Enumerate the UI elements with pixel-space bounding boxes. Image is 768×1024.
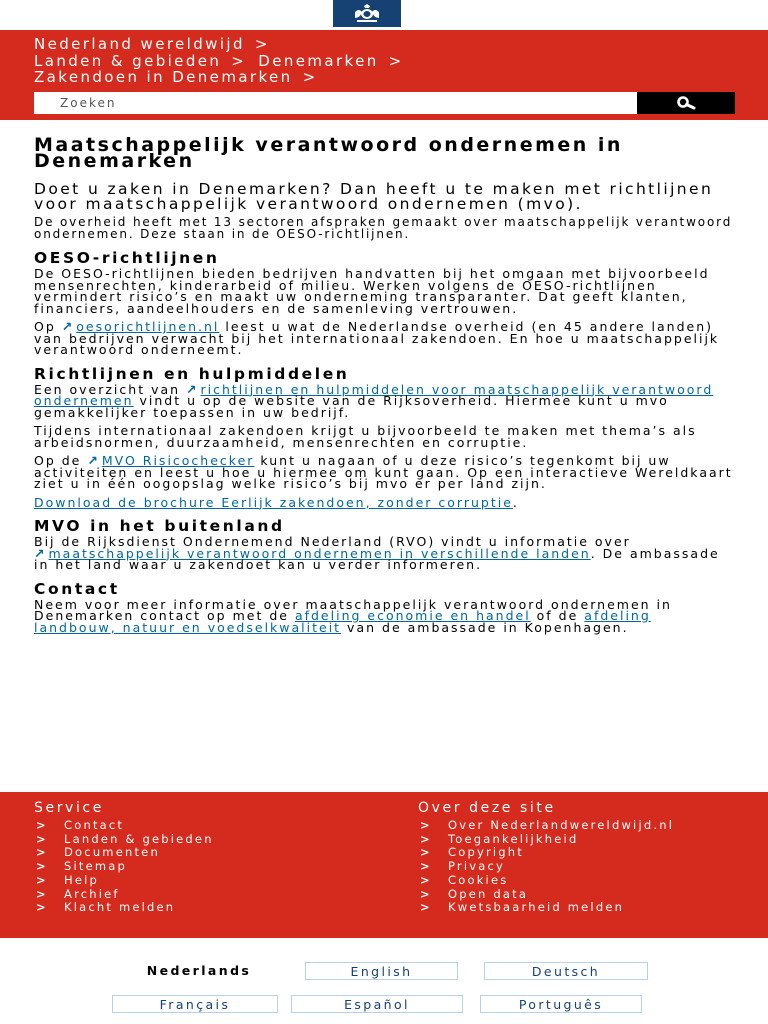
- external-link-icon: ↗: [186, 381, 199, 397]
- buitenland-paragraph-1: [34, 536, 734, 571]
- footer-link-label: Open data: [448, 886, 529, 901]
- footer-link-label: Contact: [64, 818, 125, 832]
- mvo-risicochecker-link[interactable]: MVO Risicochecker: [101, 453, 255, 468]
- footer-link-over[interactable]: [418, 819, 758, 833]
- brochure-download-link[interactable]: Download de brochure Eerlijk zakendoen, zonder corruptie: [34, 494, 513, 510]
- chevron-right-icon: >: [420, 859, 432, 874]
- chevron-right-icon: >: [420, 845, 432, 860]
- footer-link-label: Privacy: [448, 859, 506, 874]
- search-field: [34, 92, 637, 114]
- richtlijnen-paragraph-4: [34, 494, 734, 510]
- text-fragment: Bij de Rijksdienst Ondernemend Nederland (RVO) vindt u informatie over: [34, 534, 631, 549]
- footer-link-label: Documenten: [64, 845, 160, 860]
- intro-paragraph: De overheid heeft met 13 sectoren afspraken gemaakt over maatschappelijk verantwoord ondernemen. Deze staan in de OESO-richtlijnen.: [34, 215, 733, 241]
- chevron-right-icon: >: [420, 818, 432, 832]
- chevron-right-icon: >: [36, 859, 48, 874]
- chevron-right-icon: >: [36, 818, 48, 832]
- footer-link-kwetsbaarheid[interactable]: [418, 901, 758, 915]
- breadcrumb-item-zakendoen[interactable]: Zakendoen in Denemarken: [34, 68, 293, 86]
- footer-about-heading: Over deze site: [418, 800, 556, 816]
- economie-handel-link[interactable]: afdeling economie en handel: [294, 608, 531, 623]
- text-fragment: Een overzicht van: [34, 381, 187, 397]
- mvo-landen-link[interactable]: maatschappelijk verantwoord ondernemen in verschillende landen: [48, 545, 591, 561]
- footer-link-open-data[interactable]: [418, 888, 758, 902]
- chevron-right-icon: >: [36, 831, 48, 846]
- section-heading-contact: Contact: [34, 579, 120, 598]
- chevron-right-icon: >: [231, 51, 247, 70]
- text-fragment: van de ambassade in Kopenhagen.: [341, 619, 629, 635]
- breadcrumb-line-3: [34, 69, 416, 86]
- main-content: [34, 128, 734, 633]
- footer-link-label: Help: [64, 872, 100, 887]
- richtlijnen-paragraph-3: [34, 455, 734, 490]
- footer-link-cookies[interactable]: [418, 874, 758, 888]
- language-deutsch-button[interactable]: Deutsch: [484, 962, 648, 980]
- text-fragment: of de: [530, 608, 585, 623]
- chevron-right-icon: >: [36, 900, 48, 915]
- oesorichtlijnen-link[interactable]: oesorichtlijnen.nl: [76, 319, 220, 334]
- breadcrumb-item-denemarken[interactable]: Denemarken: [258, 51, 379, 70]
- chevron-right-icon: >: [420, 900, 432, 915]
- text-fragment: Op: [34, 319, 62, 334]
- footer-link-documenten[interactable]: [34, 846, 374, 860]
- footer-link-archief[interactable]: [34, 888, 374, 902]
- external-link-icon: ↗: [87, 453, 100, 468]
- richtlijnen-paragraph-2: Tijdens internationaal zakendoen krijgt u bijvoorbeeld te maken met thema’s als arbeidsnormen, duurzaamheid, mensenrechten en corruptie.: [34, 423, 697, 450]
- footer-service-column: [34, 800, 374, 915]
- footer-about-list: [418, 819, 758, 915]
- text-fragment: vindt u op de website van de Rijksoverheid. Hiermee kunt u mvo gemakkelijker toepassen in uw bedrijf.: [34, 393, 669, 420]
- footer-link-privacy[interactable]: [418, 860, 758, 874]
- contact-paragraph: [34, 596, 734, 635]
- chevron-right-icon: >: [36, 845, 48, 860]
- search-button[interactable]: [637, 92, 735, 114]
- footer-link-contact[interactable]: [34, 819, 374, 833]
- breadcrumb-line-1: [34, 36, 416, 53]
- footer-link-label: Toegankelijkheid: [448, 831, 579, 846]
- landbouw-link[interactable]: afdeling landbouw, natuur en voedselkwaliteit: [34, 608, 651, 635]
- footer-service-heading: Service: [34, 800, 104, 816]
- footer-link-landen[interactable]: [34, 833, 374, 847]
- logo-strip: [0, 0, 768, 30]
- lead-paragraph: Doet u zaken in Denemarken? Dan heeft u te maken met richtlijnen voor maatschappelijk verantwoord ondernemen (mvo).: [34, 180, 714, 213]
- text-fragment: .: [512, 494, 519, 510]
- chevron-right-icon: >: [420, 886, 432, 901]
- language-switcher: [0, 938, 768, 1024]
- footer-link-help[interactable]: [34, 874, 374, 888]
- richtlijnen-paragraph-1: [34, 381, 734, 420]
- footer-link-toegankelijkheid[interactable]: [418, 833, 758, 847]
- breadcrumb-item-landen-gebieden[interactable]: Landen & gebieden: [34, 51, 222, 70]
- coat-of-arms-icon: [333, 0, 401, 27]
- page-title: Maatschappelijk verantwoord ondernemen in Denemarken: [34, 134, 623, 172]
- chevron-right-icon: >: [36, 872, 48, 887]
- footer-link-label: Archief: [64, 886, 120, 901]
- footer-link-label: Copyright: [448, 845, 524, 860]
- oeso-paragraph-1: De OESO-richtlijnen bieden bedrijven handvatten bij het omgaan met bijvoorbeeld mensenrechten, kinderarbeid of milieu. Werken volgens de OESO-richtlijnen vermindert risico’s en maakt uw onderneming transparanter. Dat geeft klanten, financiers, aandeelhouders en de samenleving vertrouwen.: [34, 266, 710, 316]
- section-heading-oeso: OESO-richtlijnen: [34, 249, 220, 267]
- breadcrumb-line-2: [34, 53, 416, 70]
- chevron-right-icon: >: [254, 35, 270, 53]
- language-espanol-button[interactable]: Español: [291, 995, 463, 1013]
- footer-service-list: [34, 819, 374, 915]
- breadcrumb-item-nederland-wereldwijd[interactable]: Nederland wereldwijd: [34, 35, 245, 53]
- richtlijnen-hulpmiddelen-link[interactable]: richtlijnen en hulpmiddelen voor maatschappelijk verantwoord ondernemen: [34, 381, 714, 408]
- language-portugues-button[interactable]: Português: [480, 995, 642, 1013]
- text-fragment: Op de: [34, 453, 88, 468]
- footer-link-label: Kwetsbaarheid melden: [448, 900, 625, 915]
- search-input[interactable]: [34, 92, 637, 114]
- breadcrumb: [34, 36, 416, 86]
- search-icon: [675, 96, 697, 110]
- chevron-right-icon: >: [420, 872, 432, 887]
- footer-link-label: Over Nederlandwereldwijd.nl: [448, 818, 675, 832]
- language-francais-button[interactable]: Français: [112, 995, 278, 1013]
- footer-link-label: Cookies: [448, 872, 509, 887]
- chevron-right-icon: >: [420, 831, 432, 846]
- footer-link-sitemap[interactable]: [34, 860, 374, 874]
- text-fragment: Neem voor meer informatie over maatschappelijk verantwoord ondernemen in Denemarken contact op met de: [34, 596, 672, 623]
- footer-link-copyright[interactable]: [418, 846, 758, 860]
- external-link-icon: ↗: [34, 545, 47, 561]
- site-footer: [0, 792, 768, 938]
- footer-about-column: [418, 800, 758, 915]
- language-english-button[interactable]: English: [305, 962, 458, 980]
- oeso-paragraph-2: [34, 321, 734, 356]
- chevron-right-icon: >: [388, 51, 404, 70]
- footer-link-label: Landen & gebieden: [64, 831, 214, 846]
- section-heading-richtlijnen: Richtlijnen en hulpmiddelen: [34, 364, 350, 383]
- footer-link-label: Klacht melden: [64, 900, 176, 915]
- chevron-right-icon: >: [36, 886, 48, 901]
- footer-link-klacht[interactable]: [34, 901, 374, 915]
- external-link-icon: ↗: [61, 319, 75, 334]
- language-current: Nederlands: [146, 963, 252, 978]
- text-fragment: kunt u nagaan of u deze risico’s tegenkomt bij uw activiteiten en leest u hoe u hiermee om kunt gaan. Op een interactieve Wereldkaart ziet u in één oogopslag welke risico’s bij mvo er per land zijn.: [34, 453, 733, 491]
- site-header: [0, 30, 768, 120]
- section-heading-buitenland: MVO in het buitenland: [34, 517, 285, 535]
- rijksoverheid-logo[interactable]: [333, 0, 401, 27]
- text-fragment: leest u wat de Nederlandse overheid (en 45 andere landen) van bedrijven verwacht bij het internationaal zakendoen. En hoe u maatschappelijk verantwoord onderneemt.: [34, 319, 720, 357]
- text-fragment: . De ambassade in het land waar u zakendoet kan u verder informeren.: [34, 545, 720, 572]
- footer-link-label: Sitemap: [64, 859, 128, 874]
- chevron-right-icon: >: [302, 68, 318, 86]
